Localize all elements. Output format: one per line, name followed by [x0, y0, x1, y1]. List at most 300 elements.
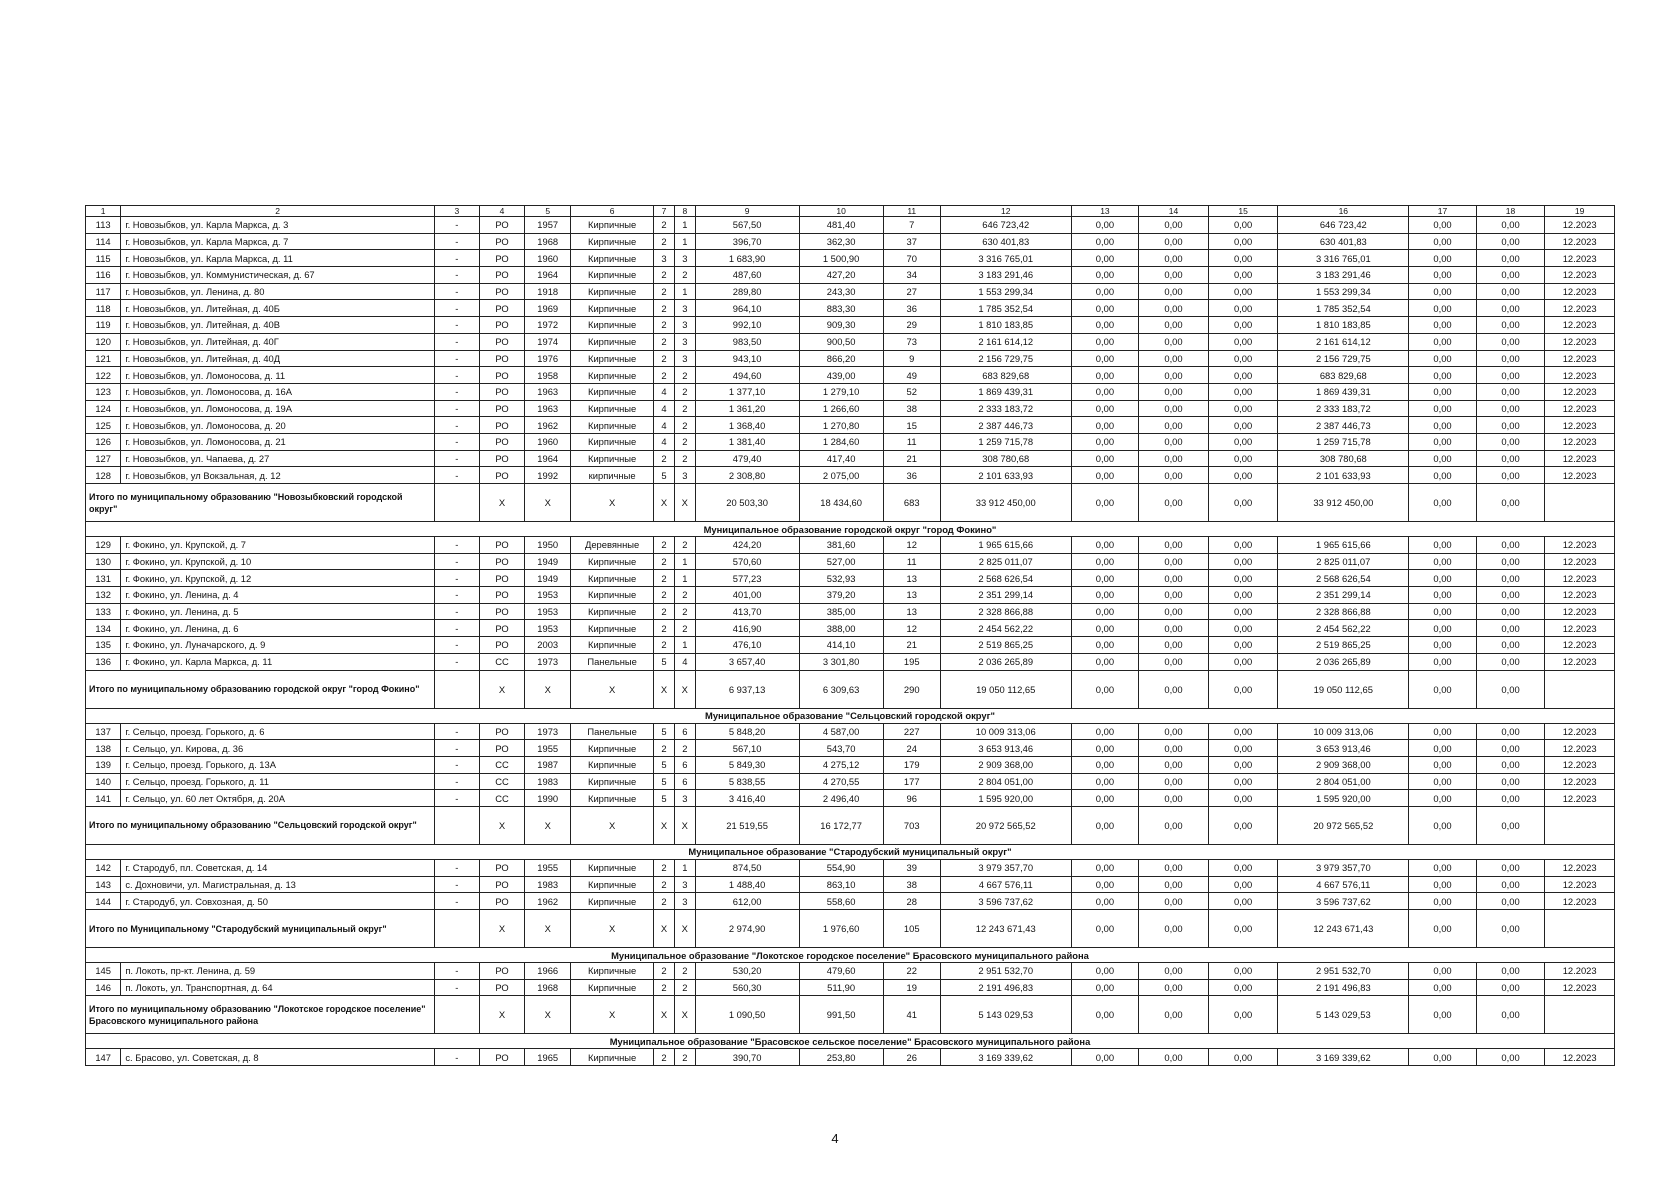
table-cell: 0,00	[1409, 317, 1477, 334]
table-cell: 683 829,68	[940, 367, 1071, 384]
table-cell: 1 377,10	[695, 383, 799, 400]
table-cell: 362,30	[799, 233, 883, 250]
table-cell: РО	[479, 250, 525, 267]
column-number-cell: 3	[435, 206, 480, 217]
table-cell: 3 979 357,70	[940, 859, 1071, 876]
table-cell: 0,00	[1476, 250, 1545, 267]
table-cell: РО	[479, 283, 525, 300]
table-cell: 3	[674, 317, 695, 334]
table-cell: 3 316 765,01	[940, 250, 1071, 267]
table-cell: 0,00	[1476, 233, 1545, 250]
address-cell: г. Новозыбков, ул. Ломоносова, д. 16А	[121, 383, 435, 400]
table-cell: 140	[86, 773, 121, 790]
subtotal-cell: 0,00	[1208, 806, 1278, 844]
table-cell: 2 101 633,93	[1278, 467, 1409, 484]
table-row	[86, 876, 1615, 893]
table-cell: 2	[674, 450, 695, 467]
table-cell: 36	[883, 467, 940, 484]
table-cell: 0,00	[1071, 350, 1139, 367]
table-cell: РО	[479, 217, 525, 234]
subtotal-cell: X	[571, 670, 654, 708]
table-cell: 3 979 357,70	[1278, 859, 1409, 876]
housing-repair-table	[85, 205, 1615, 1066]
table-cell: 1949	[525, 553, 571, 570]
subtotal-cell: 2 974,90	[695, 910, 799, 948]
table-cell: 0,00	[1476, 467, 1545, 484]
table-cell: РО	[479, 876, 525, 893]
table-row	[86, 383, 1615, 400]
table-cell: 3 183 291,46	[940, 267, 1071, 284]
table-cell: 0,00	[1071, 979, 1139, 996]
table-row	[86, 1049, 1615, 1066]
table-cell: РО	[479, 417, 525, 434]
table-cell: 2 454 562,22	[940, 620, 1071, 637]
table-cell: 2 804 051,00	[1278, 773, 1409, 790]
table-cell: 0,00	[1071, 570, 1139, 587]
table-cell: 2	[674, 620, 695, 637]
table-cell: Кирпичные	[571, 637, 654, 654]
table-cell: 0,00	[1071, 400, 1139, 417]
table-cell: -	[435, 350, 480, 367]
table-cell: 646 723,42	[940, 217, 1071, 234]
table-cell: 3	[674, 876, 695, 893]
table-cell: 1	[674, 233, 695, 250]
table-cell: 0,00	[1476, 876, 1545, 893]
table-cell: 132	[86, 587, 121, 604]
table-cell: 5	[654, 756, 675, 773]
table-cell: 12.2023	[1545, 587, 1615, 604]
table-cell: 3 183 291,46	[1278, 267, 1409, 284]
table-cell: 0,00	[1409, 740, 1477, 757]
table-cell: 12.2023	[1545, 383, 1615, 400]
subtotal-cell	[1545, 910, 1615, 948]
table-cell: 560,30	[695, 979, 799, 996]
table-cell: 0,00	[1409, 450, 1477, 467]
table-cell: 0,00	[1139, 467, 1209, 484]
table-cell: 49	[883, 367, 940, 384]
table-cell: 1 266,60	[799, 400, 883, 417]
table-cell: 0,00	[1071, 587, 1139, 604]
table-cell: 243,30	[799, 283, 883, 300]
subtotal-cell: 5 143 029,53	[940, 996, 1071, 1034]
table-cell: 0,00	[1208, 267, 1278, 284]
table-cell: -	[435, 450, 480, 467]
subtotal-cell: X	[525, 670, 571, 708]
table-cell: -	[435, 963, 480, 980]
subtotal-label: Итого по муниципальному образованию "Локотское городское поселение" Брасовского муниципального района	[86, 996, 435, 1034]
table-cell: 123	[86, 383, 121, 400]
table-cell: 1964	[525, 450, 571, 467]
table-cell: 0,00	[1139, 723, 1209, 740]
address-cell: г. Фокино, ул. Луначарского, д. 9	[121, 637, 435, 654]
table-cell: 38	[883, 400, 940, 417]
table-cell: 964,10	[695, 300, 799, 317]
table-cell: -	[435, 570, 480, 587]
table-cell: 577,23	[695, 570, 799, 587]
table-cell: Кирпичные	[571, 963, 654, 980]
table-cell: РО	[479, 570, 525, 587]
table-cell: 0,00	[1208, 553, 1278, 570]
table-cell: 646 723,42	[1278, 217, 1409, 234]
subtotal-cell: 12 243 671,43	[1278, 910, 1409, 948]
table-cell: 36	[883, 300, 940, 317]
table-cell: -	[435, 587, 480, 604]
table-cell: 12.2023	[1545, 979, 1615, 996]
table-cell: 1953	[525, 603, 571, 620]
table-cell: 141	[86, 790, 121, 807]
table-cell: -	[435, 603, 480, 620]
table-row	[86, 467, 1615, 484]
table-cell: 2	[654, 1049, 675, 1066]
table-cell: Кирпичные	[571, 300, 654, 317]
table-cell: 12.2023	[1545, 1049, 1615, 1066]
table-cell: 2	[654, 350, 675, 367]
table-cell: 0,00	[1139, 217, 1209, 234]
table-cell: 2	[654, 300, 675, 317]
table-cell: 0,00	[1476, 587, 1545, 604]
table-cell: 1 683,90	[695, 250, 799, 267]
table-cell: 253,80	[799, 1049, 883, 1066]
table-cell: 0,00	[1208, 790, 1278, 807]
table-cell: 900,50	[799, 333, 883, 350]
table-cell: 27	[883, 283, 940, 300]
table-cell: 1 595 920,00	[1278, 790, 1409, 807]
column-number-cell: 1	[86, 206, 121, 217]
table-cell: Кирпичные	[571, 603, 654, 620]
address-cell: г. Фокино, ул. Крупской, д. 7	[121, 537, 435, 554]
table-cell: Кирпичные	[571, 620, 654, 637]
table-cell: 0,00	[1208, 893, 1278, 910]
table-cell: Кирпичные	[571, 740, 654, 757]
table-cell: 29	[883, 317, 940, 334]
table-cell: 2	[654, 233, 675, 250]
table-cell: 2 351 299,14	[940, 587, 1071, 604]
table-cell: 0,00	[1139, 317, 1209, 334]
table-cell: -	[435, 553, 480, 570]
subtotal-cell: 0,00	[1208, 484, 1278, 522]
table-cell: 2	[674, 537, 695, 554]
table-cell: 1966	[525, 963, 571, 980]
table-cell: 2 161 614,12	[940, 333, 1071, 350]
table-cell: 12	[883, 620, 940, 637]
table-cell: 2	[654, 876, 675, 893]
subtotal-cell: X	[479, 670, 525, 708]
table-cell: 413,70	[695, 603, 799, 620]
table-cell: 0,00	[1409, 383, 1477, 400]
table-cell: 39	[883, 859, 940, 876]
address-cell: г. Новозыбков, ул. Коммунистическая, д. 67	[121, 267, 435, 284]
table-cell: СС	[479, 790, 525, 807]
table-cell: 417,40	[799, 450, 883, 467]
table-cell: 0,00	[1476, 893, 1545, 910]
table-cell: 1	[674, 283, 695, 300]
subtotal-cell: X	[654, 996, 675, 1034]
table-cell: 117	[86, 283, 121, 300]
table-cell: 0,00	[1476, 333, 1545, 350]
subtotal-cell	[1545, 484, 1615, 522]
table-cell: 0,00	[1208, 620, 1278, 637]
table-cell: 2	[674, 383, 695, 400]
table-cell: 3 301,80	[799, 653, 883, 670]
table-cell: 0,00	[1476, 433, 1545, 450]
table-cell: 125	[86, 417, 121, 434]
subtotal-cell: 0,00	[1476, 670, 1545, 708]
column-number-cell: 17	[1409, 206, 1477, 217]
subtotal-cell: X	[525, 484, 571, 522]
table-row	[86, 350, 1615, 367]
table-cell: 2	[654, 317, 675, 334]
table-cell: 0,00	[1139, 740, 1209, 757]
table-cell: 0,00	[1409, 790, 1477, 807]
table-cell: Деревянные	[571, 537, 654, 554]
subtotal-cell: 18 434,60	[799, 484, 883, 522]
table-cell: 37	[883, 233, 940, 250]
table-row	[86, 653, 1615, 670]
table-cell: 12.2023	[1545, 233, 1615, 250]
table-cell: 0,00	[1139, 773, 1209, 790]
table-cell: Кирпичные	[571, 433, 654, 450]
subtotal-cell: 0,00	[1139, 484, 1209, 522]
address-cell: п. Локоть, ул. Транспортная, д. 64	[121, 979, 435, 996]
table-cell: 1965	[525, 1049, 571, 1066]
column-number-cell: 15	[1208, 206, 1278, 217]
table-cell: 5 848,20	[695, 723, 799, 740]
table-cell: 2 191 496,83	[940, 979, 1071, 996]
table-cell: 1973	[525, 653, 571, 670]
table-cell: 12.2023	[1545, 603, 1615, 620]
table-cell: 4 667 576,11	[1278, 876, 1409, 893]
table-cell: 129	[86, 537, 121, 554]
table-cell: 147	[86, 1049, 121, 1066]
section-title: Муниципальное образование городской округ "город Фокино"	[86, 522, 1615, 537]
table-cell: 52	[883, 383, 940, 400]
table-cell: 0,00	[1476, 417, 1545, 434]
table-cell: 12.2023	[1545, 250, 1615, 267]
table-cell: 0,00	[1476, 756, 1545, 773]
table-cell: 0,00	[1071, 450, 1139, 467]
table-cell: 2	[674, 979, 695, 996]
table-cell: 12.2023	[1545, 400, 1615, 417]
table-cell: РО	[479, 740, 525, 757]
table-cell: РО	[479, 1049, 525, 1066]
subtotal-cell: X	[654, 910, 675, 948]
table-cell: 1950	[525, 537, 571, 554]
table-cell: 0,00	[1139, 250, 1209, 267]
table-cell: 10 009 313,06	[940, 723, 1071, 740]
table-cell: 0,00	[1208, 876, 1278, 893]
table-row	[86, 893, 1615, 910]
table-cell: 4	[674, 653, 695, 670]
section-title: Муниципальное образование "Локотское городское поселение" Брасовского муниципального района	[86, 948, 1615, 963]
table-cell: Кирпичные	[571, 383, 654, 400]
subtotal-cell: X	[525, 806, 571, 844]
address-cell: г. Новозыбков, ул. Литейная, д. 40В	[121, 317, 435, 334]
table-cell: 4	[654, 433, 675, 450]
table-cell: 2 308,80	[695, 467, 799, 484]
table-cell: 0,00	[1409, 350, 1477, 367]
subtotal-cell: X	[571, 484, 654, 522]
table-cell: 146	[86, 979, 121, 996]
table-cell: 13	[883, 603, 940, 620]
subtotal-label: Итого по Муниципальному "Стародубский муниципальный округ"	[86, 910, 435, 948]
address-cell: г. Сельцо, проезд. Горького, д. 13А	[121, 756, 435, 773]
subtotal-cell: 0,00	[1409, 806, 1477, 844]
table-cell: 134	[86, 620, 121, 637]
table-cell: -	[435, 383, 480, 400]
table-cell: РО	[479, 620, 525, 637]
table-cell: 144	[86, 893, 121, 910]
table-cell: 2	[654, 740, 675, 757]
table-cell: Кирпичные	[571, 790, 654, 807]
table-cell: 139	[86, 756, 121, 773]
subtotal-cell	[1545, 670, 1615, 708]
table-cell: 11	[883, 553, 940, 570]
table-cell: 2 328 866,88	[940, 603, 1071, 620]
table-cell: 0,00	[1476, 317, 1545, 334]
table-cell: 1	[674, 217, 695, 234]
table-cell: 0,00	[1208, 587, 1278, 604]
table-cell: 427,20	[799, 267, 883, 284]
table-cell: 2 101 633,93	[940, 467, 1071, 484]
table-cell: 1 965 615,66	[1278, 537, 1409, 554]
table-cell: 0,00	[1208, 217, 1278, 234]
table-cell: 0,00	[1409, 620, 1477, 637]
table-cell: 1968	[525, 979, 571, 996]
table-cell: 96	[883, 790, 940, 807]
subtotal-row	[86, 806, 1615, 844]
table-cell: 1 785 352,54	[1278, 300, 1409, 317]
address-cell: г. Фокино, ул. Крупской, д. 10	[121, 553, 435, 570]
subtotal-cell: 0,00	[1476, 996, 1545, 1034]
table-row	[86, 587, 1615, 604]
table-cell: 2 156 729,75	[940, 350, 1071, 367]
table-cell: 983,50	[695, 333, 799, 350]
subtotal-row	[86, 910, 1615, 948]
table-cell: 2 909 368,00	[940, 756, 1071, 773]
table-cell: 2 333 183,72	[1278, 400, 1409, 417]
subtotal-cell: 0,00	[1208, 670, 1278, 708]
table-cell: 0,00	[1071, 876, 1139, 893]
table-cell: 1958	[525, 367, 571, 384]
table-cell: 0,00	[1409, 367, 1477, 384]
table-cell: 0,00	[1071, 773, 1139, 790]
table-cell: 13	[883, 587, 940, 604]
subtotal-cell: 20 972 565,52	[1278, 806, 1409, 844]
subtotal-cell: X	[571, 910, 654, 948]
table-row	[86, 859, 1615, 876]
table-cell: 2	[674, 400, 695, 417]
table-cell: 2	[674, 587, 695, 604]
subtotal-cell: X	[674, 910, 695, 948]
subtotal-cell: X	[571, 806, 654, 844]
table-cell: 883,30	[799, 300, 883, 317]
address-cell: г. Новозыбков, ул. Ломоносова, д. 20	[121, 417, 435, 434]
table-cell: 1974	[525, 333, 571, 350]
table-cell: 0,00	[1409, 859, 1477, 876]
subtotal-cell: 0,00	[1071, 484, 1139, 522]
table-cell: 3 653 913,46	[1278, 740, 1409, 757]
table-cell: 73	[883, 333, 940, 350]
table-cell: 2	[654, 587, 675, 604]
table-cell: Кирпичные	[571, 1049, 654, 1066]
table-cell: 38	[883, 876, 940, 893]
table-cell: 567,10	[695, 740, 799, 757]
table-cell: 0,00	[1476, 300, 1545, 317]
table-cell: РО	[479, 333, 525, 350]
table-cell: -	[435, 267, 480, 284]
address-cell: г. Новозыбков, ул Вокзальная, д. 12	[121, 467, 435, 484]
table-cell: 21	[883, 450, 940, 467]
table-cell: 479,40	[695, 450, 799, 467]
table-cell: 874,50	[695, 859, 799, 876]
table-cell: -	[435, 317, 480, 334]
table-cell: 0,00	[1139, 300, 1209, 317]
table-cell: 0,00	[1071, 467, 1139, 484]
table-cell: 2 075,00	[799, 467, 883, 484]
table-cell: 5	[654, 790, 675, 807]
address-cell: г. Сельцо, ул. 60 лет Октября, д. 20А	[121, 790, 435, 807]
table-cell: 2	[654, 333, 675, 350]
table-cell: 131	[86, 570, 121, 587]
table-cell: 0,00	[1476, 979, 1545, 996]
subtotal-cell: 0,00	[1208, 996, 1278, 1034]
table-cell: 0,00	[1208, 400, 1278, 417]
table-cell: -	[435, 1049, 480, 1066]
table-cell: РО	[479, 893, 525, 910]
table-cell: -	[435, 790, 480, 807]
table-row	[86, 217, 1615, 234]
table-cell: 6	[674, 723, 695, 740]
subtotal-cell: 0,00	[1071, 670, 1139, 708]
table-cell: Кирпичные	[571, 773, 654, 790]
table-cell: -	[435, 740, 480, 757]
table-cell: 2	[674, 433, 695, 450]
table-cell: 0,00	[1208, 417, 1278, 434]
table-cell: 424,20	[695, 537, 799, 554]
table-cell: 4 587,00	[799, 723, 883, 740]
table-cell: 2 951 532,70	[940, 963, 1071, 980]
table-cell: РО	[479, 233, 525, 250]
table-row	[86, 553, 1615, 570]
column-number-cell: 7	[654, 206, 675, 217]
table-cell: 12.2023	[1545, 467, 1615, 484]
table-cell: 0,00	[1476, 1049, 1545, 1066]
table-cell: Кирпичные	[571, 450, 654, 467]
table-cell: 0,00	[1071, 417, 1139, 434]
table-cell: 630 401,83	[940, 233, 1071, 250]
table-row	[86, 433, 1615, 450]
table-cell: 2 454 562,22	[1278, 620, 1409, 637]
table-cell: 0,00	[1139, 450, 1209, 467]
subtotal-cell	[435, 910, 480, 948]
table-cell: 0,00	[1139, 876, 1209, 893]
table-cell: 0,00	[1208, 756, 1278, 773]
address-cell: г. Фокино, ул. Ленина, д. 4	[121, 587, 435, 604]
table-cell: 0,00	[1208, 450, 1278, 467]
table-cell: Кирпичные	[571, 553, 654, 570]
table-row	[86, 317, 1615, 334]
table-cell: 0,00	[1139, 400, 1209, 417]
table-cell: -	[435, 233, 480, 250]
table-cell: 126	[86, 433, 121, 450]
table-row	[86, 400, 1615, 417]
table-cell: 0,00	[1071, 367, 1139, 384]
subtotal-cell: 19 050 112,65	[1278, 670, 1409, 708]
table-cell: 0,00	[1139, 553, 1209, 570]
table-cell: РО	[479, 400, 525, 417]
table-row	[86, 963, 1615, 980]
table-cell: Кирпичные	[571, 350, 654, 367]
